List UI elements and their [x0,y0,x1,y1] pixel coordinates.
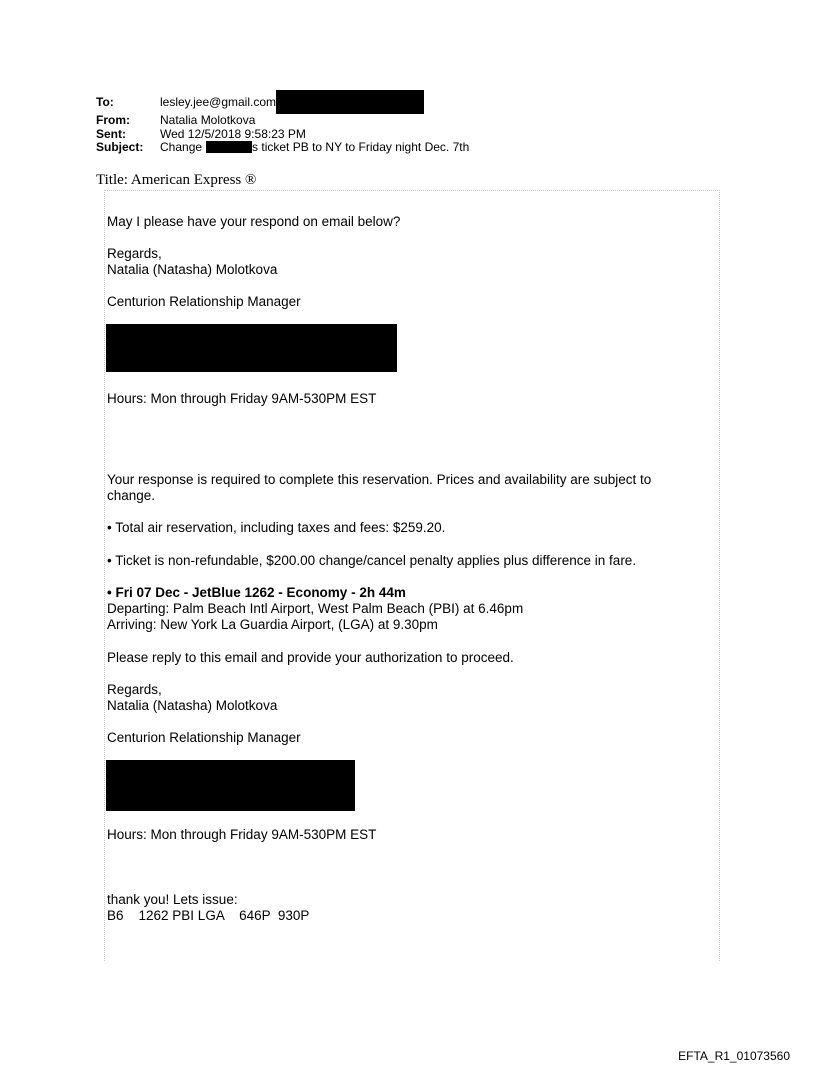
hours-2: Hours: Mon through Friday 9AM-530PM EST [107,827,377,842]
sent-row [96,128,469,142]
reply-request: Please reply to this email and provide your authorization to proceed. [107,650,514,665]
departing-line: Departing: Palm Beach Intl Airport, West Palm Beach (PBI) at 6.46pm [107,601,524,616]
from-row [96,114,469,128]
regards-1: Regards, [107,246,162,261]
document-id: EFTA_R1_01073560 [678,1049,790,1063]
signature-name-1: Natalia (Natasha) Molotkova [107,262,278,277]
email-header [96,96,469,155]
to-row [96,96,469,114]
hours-1: Hours: Mon through Friday 9AM-530PM EST [107,391,377,406]
subject-label: Subject: [96,140,144,154]
total-bullet: • Total air reservation, including taxes and fees: $259.20. [107,520,446,535]
subject-after: s ticket PB to NY to Friday night Dec. 7th [252,140,470,154]
signature-role-2: Centurion Relationship Manager [107,730,301,745]
redaction-contact-1 [106,324,397,372]
redaction-subject [206,141,252,153]
subject-before: Change [160,140,203,154]
redaction-contact-2 [106,760,355,811]
signature-name-2: Natalia (Natasha) Molotkova [107,698,278,713]
issue-line: B6 1262 PBI LGA 646P 930P [107,908,310,923]
request-line: May I please have your respond on email below? [107,214,401,229]
sent-value: Wed 12/5/2018 9:58:23 PM [160,126,306,141]
signature-role-1: Centurion Relationship Manager [107,294,301,309]
thanks-line: thank you! Lets issue: [107,892,238,907]
from-value: Natalia Molotkova [160,113,256,127]
arriving-line: Arriving: New York La Guardia Airport, (LGA) at 9.30pm [107,617,438,632]
from-label: From: [96,113,130,127]
redaction-to [276,90,424,114]
ticket-bullet: • Ticket is non-refundable, $200.00 change/cancel penalty applies plus difference in fare. [107,553,637,568]
to-value[interactable]: lesley.jee@gmail.com [160,95,276,109]
sent-label: Sent: [96,126,126,141]
to-label: To: [96,95,114,109]
response-required-text: Your response is required to complete this reservation. Prices and availability are subject to change. [107,472,652,503]
flight-heading: • Fri 07 Dec - JetBlue 1262 - Economy - 2h 44m [107,585,406,600]
subject-row [96,141,469,155]
title-line: Title: American Express ® [96,172,257,188]
regards-2: Regards, [107,682,162,697]
